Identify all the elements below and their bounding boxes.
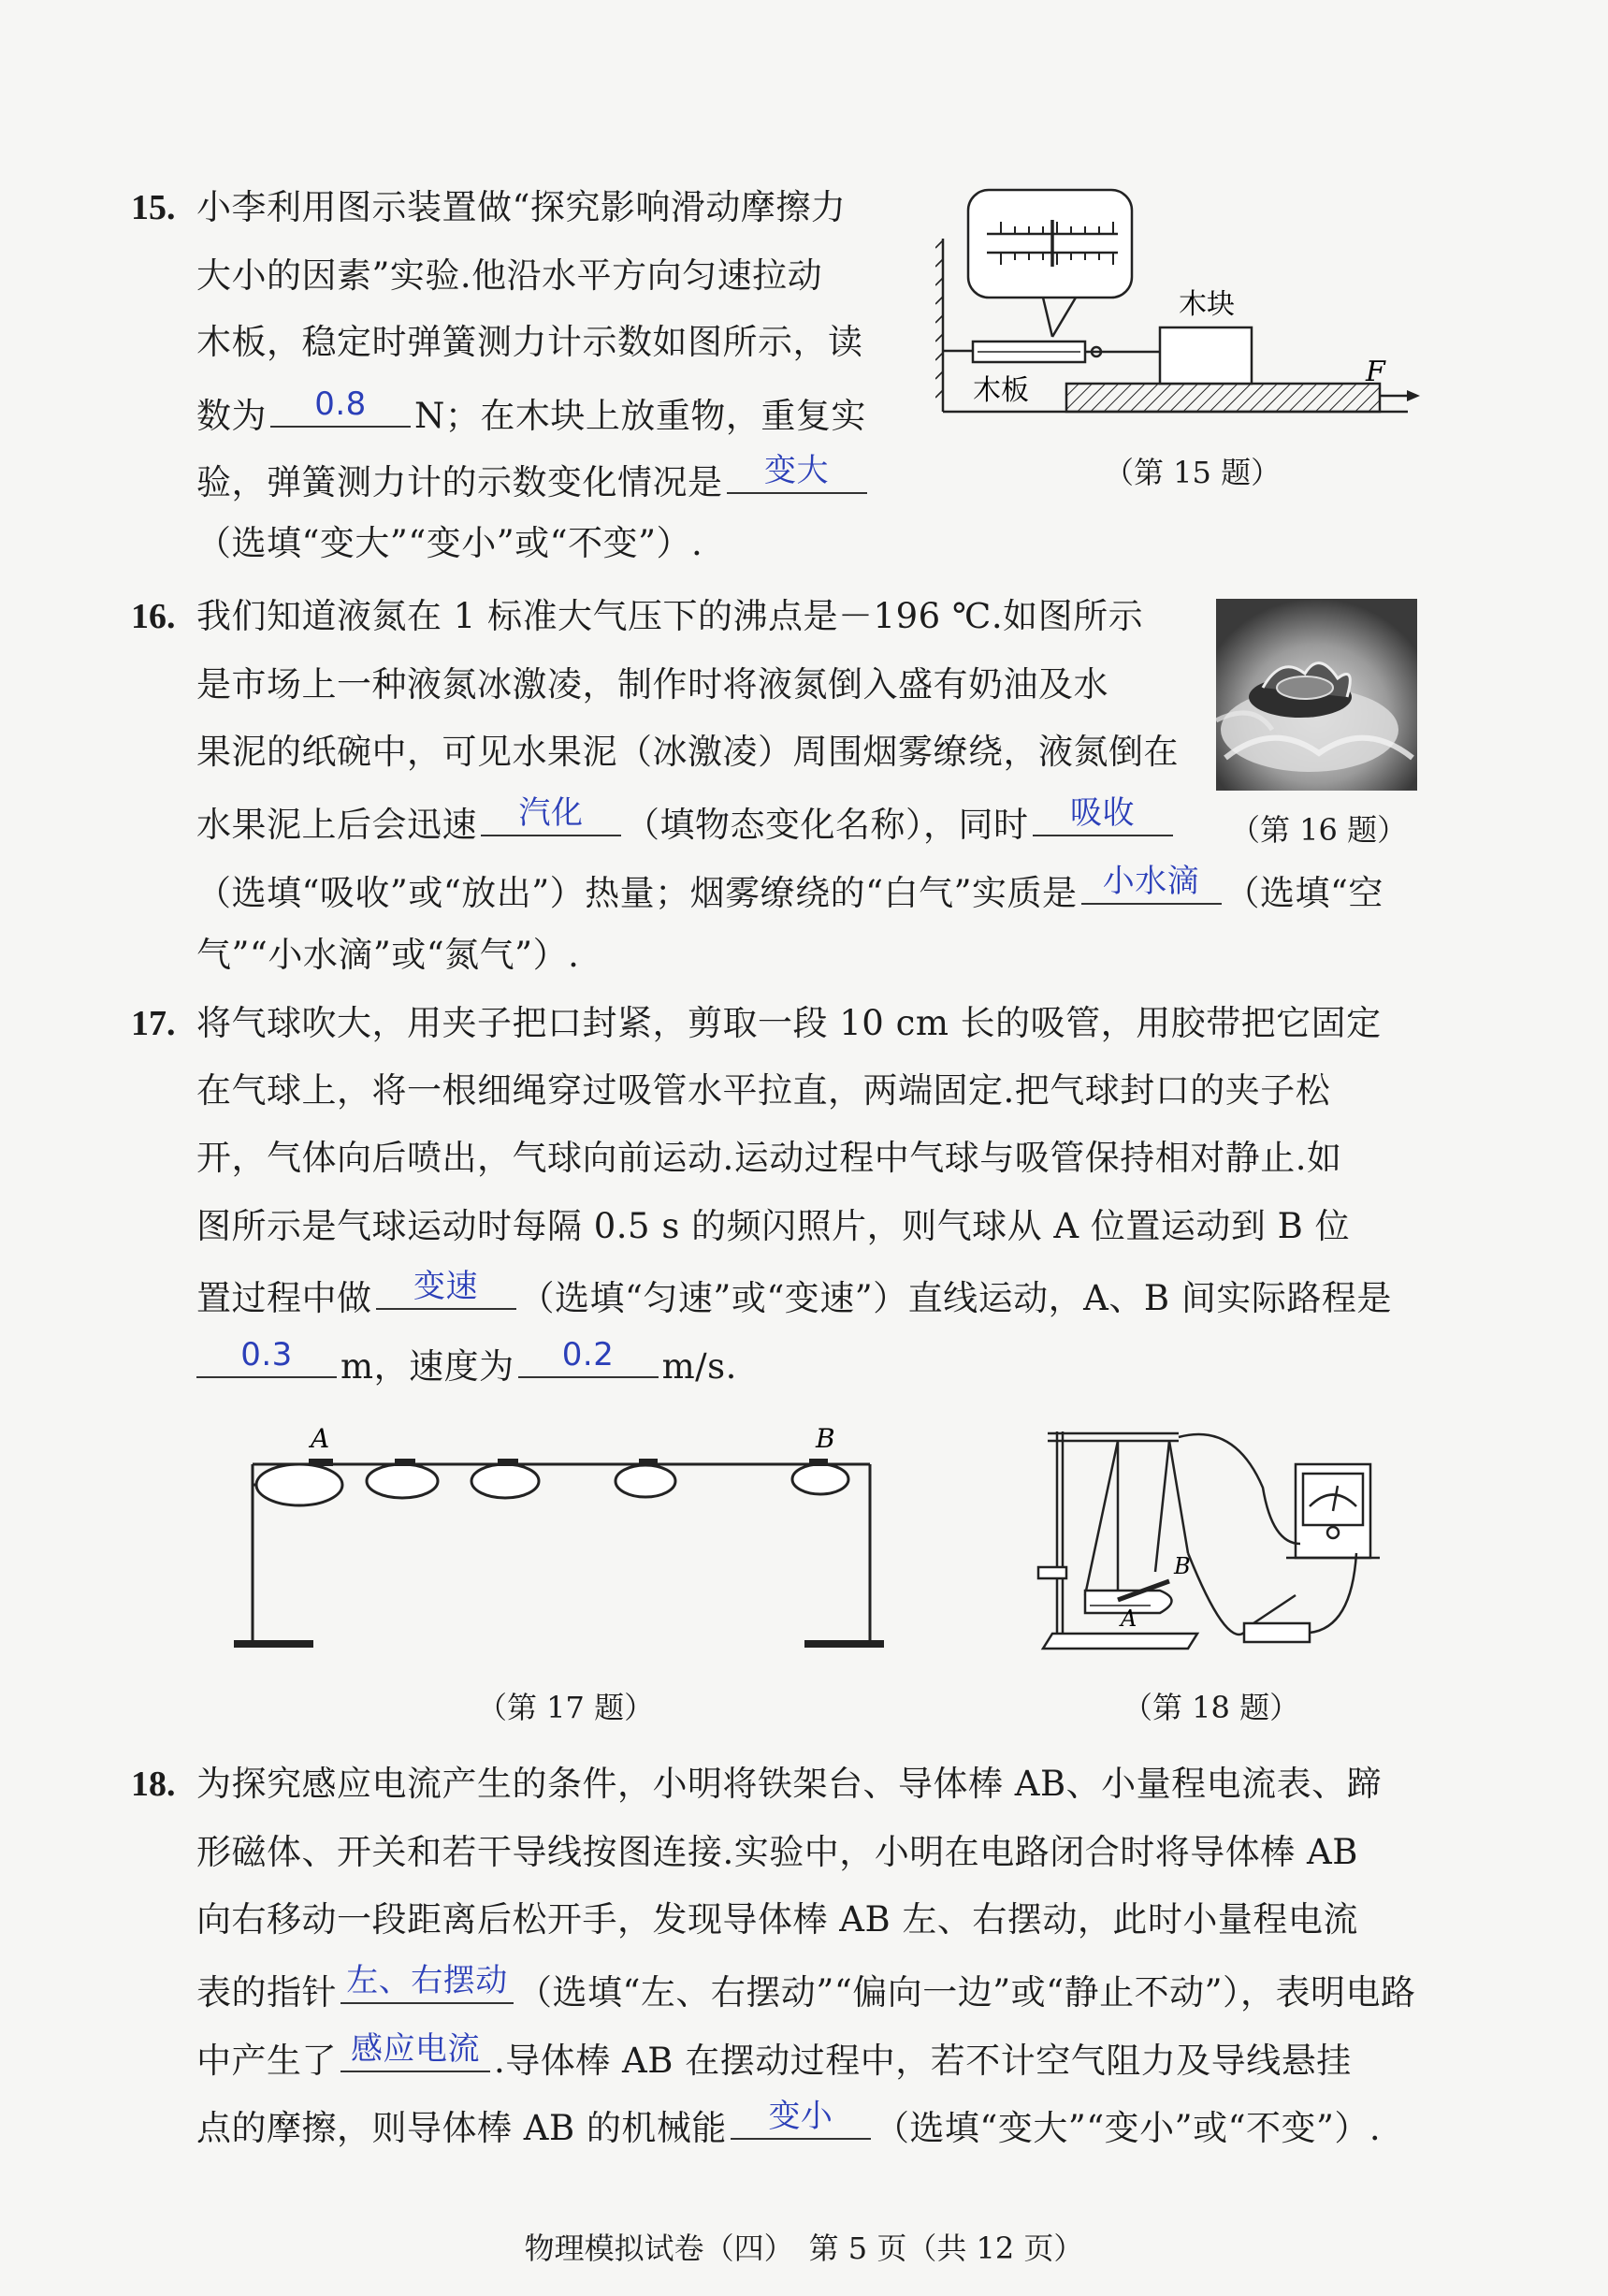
handwritten-answer: 0.3 — [240, 1336, 293, 1373]
figure-caption: （第 15 题） — [1104, 455, 1282, 490]
q16-text: （选填“空 — [1224, 873, 1383, 913]
handwritten-answer: 0.8 — [314, 385, 367, 423]
answer-blank[interactable] — [376, 1268, 516, 1310]
handwritten-answer: 感应电流 — [351, 2030, 480, 2068]
answer-blank[interactable] — [1081, 865, 1222, 905]
answer-blank[interactable] — [481, 794, 621, 836]
q17-text: m，速度为 — [340, 1346, 514, 1387]
q18-text: 点的摩擦，则导体棒 AB 的机械能 — [196, 2108, 727, 2148]
handwritten-answer: 变大 — [764, 452, 829, 489]
q16-line-4 — [196, 794, 1177, 848]
q15-line-5 — [196, 452, 871, 505]
q17-text: （选填“匀速”或“变速”）直线运动，A、B 间实际路程是 — [519, 1278, 1392, 1318]
q15-text: N；在木块上放重物，重复实 — [414, 396, 866, 436]
q16-line-5 — [196, 865, 1383, 916]
figure-caption: （第 16 题） — [1230, 812, 1408, 848]
q18-text: （选填“变大”“变小”或“不变”）. — [874, 2108, 1382, 2148]
q16-line-1: 我们知道液氮在 1 标准大气压下的沸点是－196 ℃.如图所示 — [196, 596, 1144, 636]
handwritten-answer: 小水滴 — [1102, 863, 1200, 900]
answer-blank[interactable] — [340, 2030, 490, 2072]
q16-text: 水果泥上后会迅速 — [196, 805, 477, 845]
q17-line-3: 开，气体向后喷出，气球向前运动.运动过程中气球与吸管保持相对静止.如 — [196, 1138, 1342, 1178]
handwritten-answer: 0.2 — [561, 1336, 615, 1373]
q18-line-3: 向右移动一段距离后松开手，发现导体棒 AB 左、右摆动，此时小量程电流 — [196, 1899, 1358, 1940]
question-number: 15. — [131, 188, 176, 227]
position-b-label: B — [816, 1423, 835, 1454]
page-footer: 物理模拟试卷（四） 第 5 页（共 12 页） — [524, 2231, 1084, 2266]
q15-line-1: 小李利用图示装置做“探究影响滑动摩擦力 — [196, 187, 847, 227]
q17-line-6 — [196, 1336, 737, 1389]
q17-line-1: 将气球吹大，用夹子把口封紧，剪取一段 10 cm 长的吸管，用胶带把它固定 — [196, 1003, 1382, 1043]
handwritten-answer: 左、右摆动 — [346, 1962, 508, 1999]
q15-text: 验，弹簧测力计的示数变化情况是 — [196, 462, 723, 502]
q17-line-5 — [196, 1268, 1392, 1321]
q17-line-2: 在气球上，将一根细绳穿过吸管水平拉直，两端固定.把气球封口的夹子松 — [196, 1070, 1331, 1111]
answer-blank[interactable] — [270, 385, 411, 428]
position-a-label: A — [311, 1423, 330, 1454]
handwritten-answer: 变速 — [413, 1268, 478, 1305]
figure-induction-apparatus — [1029, 1413, 1431, 1665]
block-label: 木块 — [1179, 288, 1235, 321]
q17-line-4: 图所示是气球运动时每隔 0.5 s 的频闪照片，则气球从 A 位置运动到 B 位 — [196, 1206, 1351, 1246]
question-number: 17. — [131, 1004, 176, 1043]
q16-line-2: 是市场上一种液氮冰激凌，制作时将液氮倒入盛有奶油及水 — [196, 664, 1108, 705]
q17-text: m/s. — [661, 1346, 737, 1387]
q18-line-6 — [196, 2100, 1381, 2151]
q18-line-5 — [196, 2030, 1352, 2084]
answer-blank[interactable] — [196, 1336, 337, 1378]
q16-line-6: 气”“小水滴”或“氮气”）. — [196, 935, 580, 975]
handwritten-answer: 变小 — [768, 2098, 833, 2135]
handwritten-answer: 汽化 — [518, 794, 584, 832]
q18-text: 表的指针 — [196, 1972, 337, 2013]
answer-blank[interactable] — [727, 452, 867, 494]
q15-line-3: 木板，稳定时弹簧测力计示数如图所示，读 — [196, 322, 863, 362]
end-a-label: A — [1121, 1606, 1137, 1632]
q15-line-2: 大小的因素”实验.他沿水平方向匀速拉动 — [196, 255, 823, 296]
q15-line-4 — [196, 385, 866, 439]
answer-blank[interactable] — [1033, 794, 1173, 836]
answer-blank[interactable] — [340, 1962, 514, 2004]
end-b-label: B — [1174, 1553, 1191, 1579]
figure-caption: （第 17 题） — [477, 1690, 655, 1725]
handwritten-answer: 吸收 — [1070, 794, 1135, 832]
q15-line-6: （选填“变大”“变小”或“不变”）. — [196, 523, 703, 563]
figure-friction-apparatus — [935, 182, 1422, 435]
figure-balloon-strobe — [225, 1417, 898, 1670]
q16-text: （选填“吸收”或“放出”）热量；烟雾缭绕的“白气”实质是 — [196, 873, 1078, 913]
q18-line-1: 为探究感应电流产生的条件，小明将铁架台、导体棒 AB、小量程电流表、蹄 — [196, 1764, 1383, 1804]
question-number: 18. — [131, 1765, 176, 1804]
force-label: F — [1366, 356, 1385, 388]
q18-text: .导体棒 AB 在摆动过程中，若不计空气阻力及导线悬挂 — [494, 2041, 1352, 2081]
q18-line-4 — [196, 1962, 1416, 2015]
answer-blank[interactable] — [518, 1336, 659, 1378]
question-number: 16. — [131, 597, 176, 636]
q17-text: 置过程中做 — [196, 1278, 372, 1318]
q16-text: （填物态变化名称），同时 — [625, 805, 1029, 845]
board-label: 木板 — [973, 374, 1029, 407]
answer-blank[interactable] — [731, 2100, 871, 2140]
figure-caption: （第 18 题） — [1123, 1690, 1300, 1725]
q18-line-2: 形磁体、开关和若干导线按图连接.实验中，小明在电路闭合时将导体棒 AB — [196, 1832, 1358, 1872]
q18-text: （选填“左、右摆动”“偏向一边”或“静止不动”），表明电路 — [517, 1972, 1416, 2013]
q16-line-3: 果泥的纸碗中，可见水果泥（冰激凌）周围烟雾缭绕，液氮倒在 — [196, 732, 1179, 772]
q18-text: 中产生了 — [196, 2041, 337, 2081]
q15-text: 数为 — [196, 396, 267, 436]
photo-liquid-nitrogen-ice-cream — [1216, 599, 1417, 791]
